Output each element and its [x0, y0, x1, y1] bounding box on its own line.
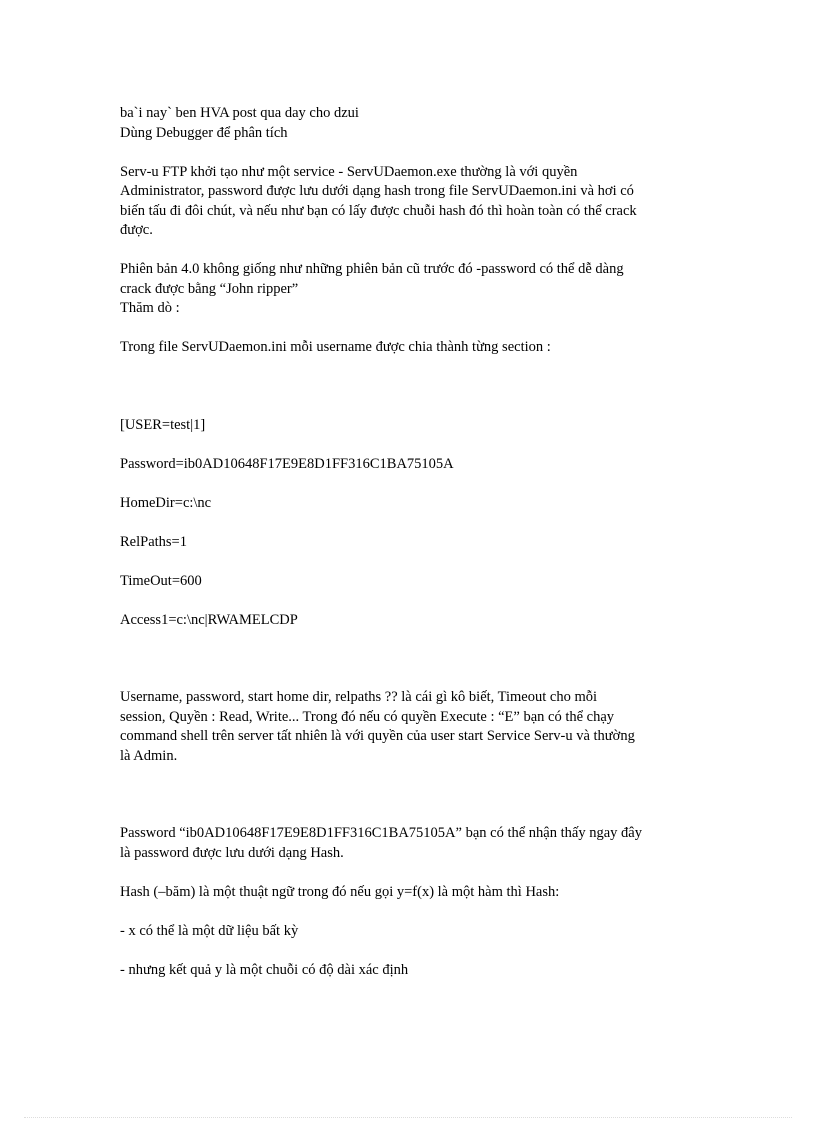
paragraph-line: Thăm dò :: [120, 300, 180, 316]
paragraph-line: Phiên bản 4.0 không giống như những phiên bản cũ trước đó -password có thể dễ dàng: [120, 261, 624, 277]
intro-line: ba`i nay` ben HVA post qua day cho dzui: [120, 105, 359, 121]
paragraph-line: crack được bằng “John ripper”: [120, 280, 299, 297]
paragraph-line: session, Quyền : Read, Write... Trong đó nếu có quyền Execute : “E” bạn có thể chạy: [120, 708, 615, 725]
ini-relpaths-line: RelPaths=1: [120, 533, 187, 550]
ini-timeout-line: TimeOut=600: [120, 572, 202, 589]
paragraph-line: command shell trên server tất nhiên là với quyền của user start Service Serv-u và thường: [120, 728, 635, 744]
paragraph-line: Password “ib0AD10648F17E9E8D1FF316C1BA75105A” bạn có thể nhận thấy ngay đây: [120, 825, 642, 841]
paragraph-line: Username, password, start home dir, relpaths ?? là cái gì kô biết, Timeout cho mỗi: [120, 689, 598, 705]
paragraph-line: là password được lưu dưới dạng Hash.: [120, 844, 344, 861]
document-body: [120, 104, 710, 980]
paragraph-line: biến tấu đi đôi chút, và nếu như bạn có lấy được chuỗi hash đó thì hoàn toàn có thể crack: [120, 202, 637, 219]
paragraph-line: Serv-u FTP khởi tạo như một service - ServUDaemon.exe thường là với quyền: [120, 163, 578, 180]
ini-access-line: Access1=c:\nc|RWAMELCDP: [120, 611, 298, 628]
paragraph-line: Administrator, password được lưu dưới dạng hash trong file ServUDaemon.ini và hơi có: [120, 183, 634, 199]
paragraph-line: được.: [120, 222, 153, 238]
paragraph-line: Hash (–băm) là một thuật ngữ trong đó nếu gọi y=f(x) là một hàm thì Hash:: [120, 883, 560, 900]
ini-section-header: [USER=test|1]: [120, 416, 206, 433]
page-bottom-divider: [24, 1117, 792, 1118]
bullet-item: - x có thể là một dữ liệu bất kỳ: [120, 922, 299, 939]
bullet-item: - nhưng kết quả y là một chuỗi có độ dài xác định: [120, 961, 409, 978]
intro-line: Dùng Debugger để phân tích: [120, 124, 288, 141]
paragraph-line: là Admin.: [120, 747, 178, 764]
ini-homedir-line: HomeDir=c:\nc: [120, 494, 212, 511]
ini-password-line: Password=ib0AD10648F17E9E8D1FF316C1BA75105A: [120, 455, 454, 472]
paragraph-line: Trong file ServUDaemon.ini mỗi username được chia thành từng section :: [120, 339, 551, 355]
